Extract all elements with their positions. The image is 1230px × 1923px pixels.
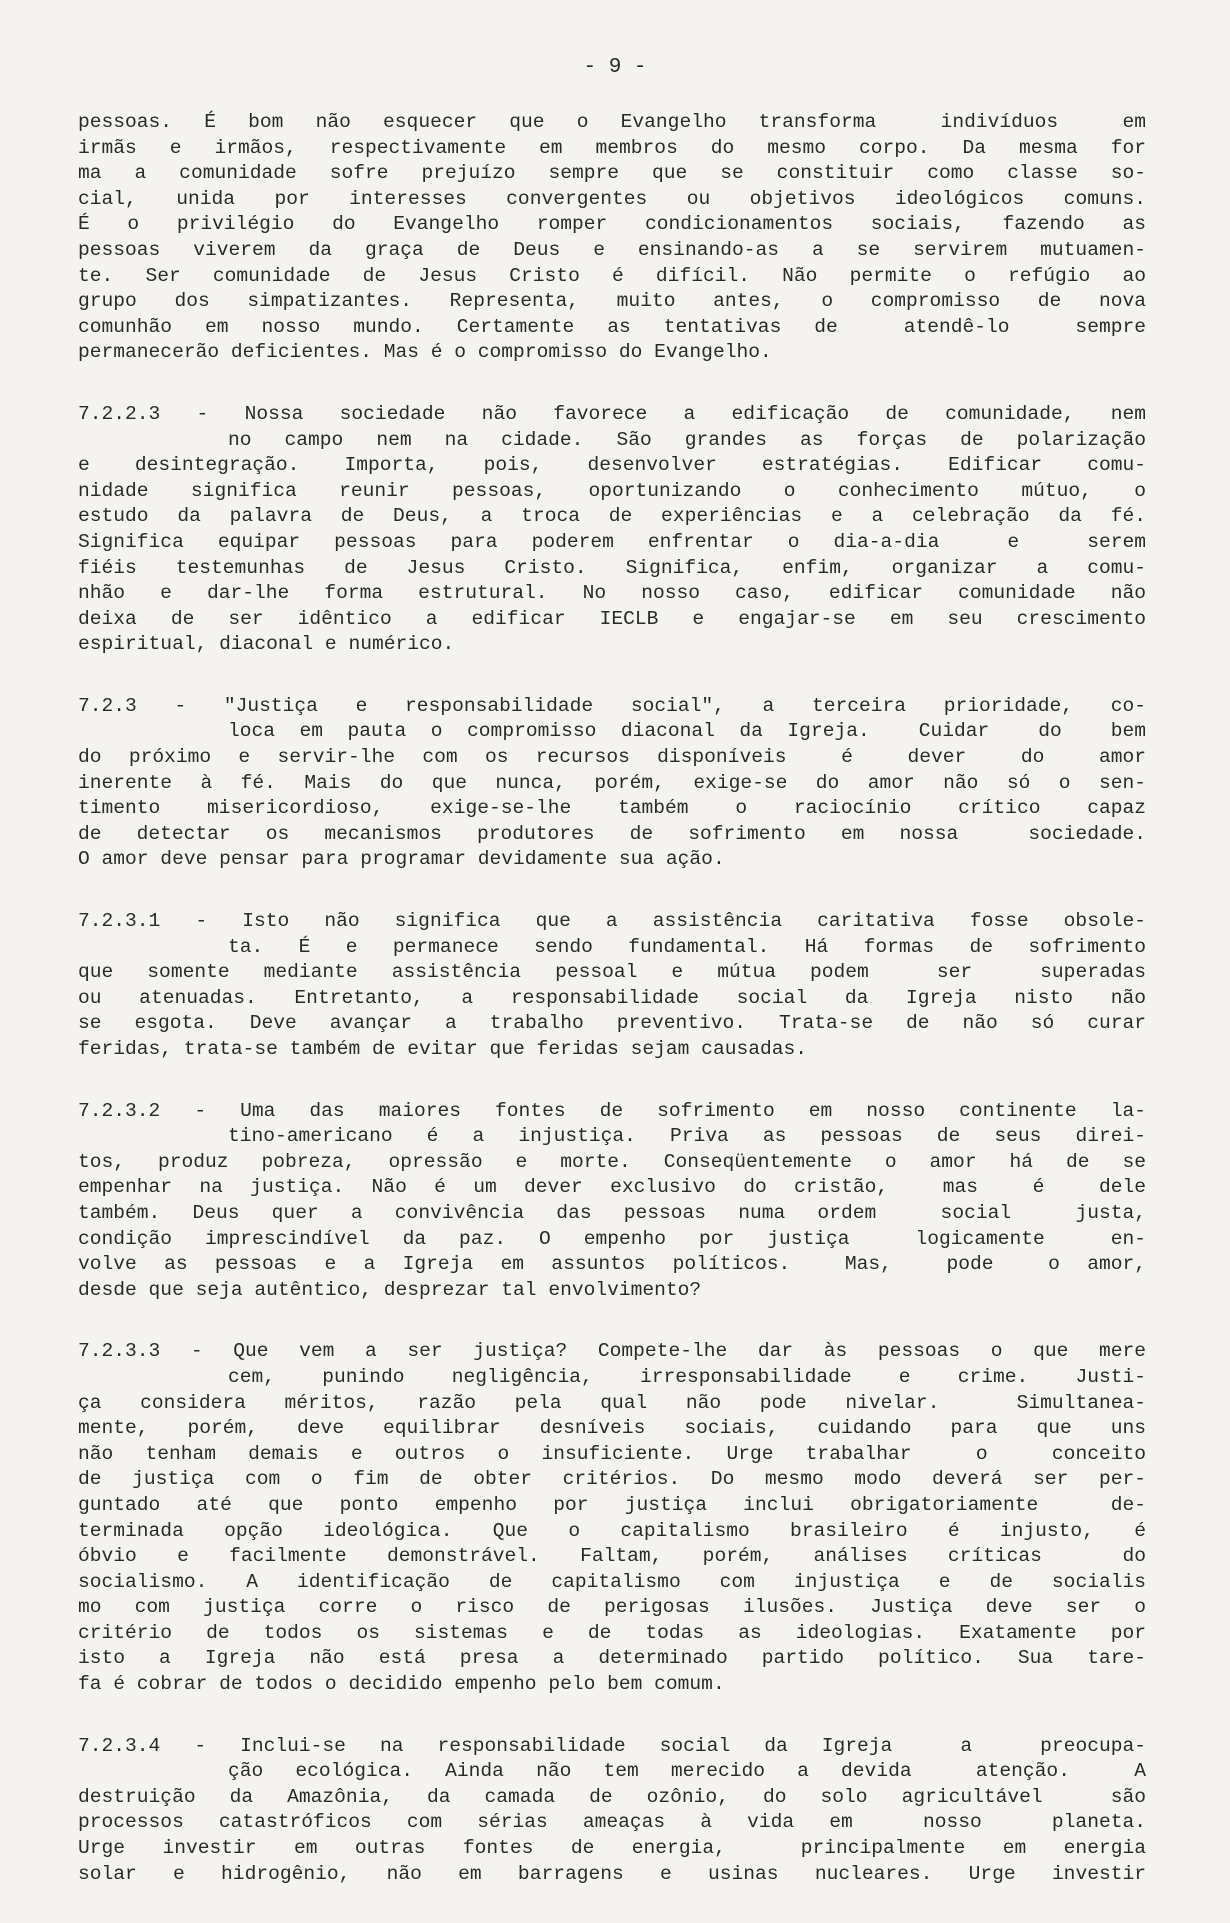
text-line: destruição da Amazônia, da camada de ozônio, do solo agricultável são	[78, 1785, 1146, 1808]
paragraph-7-2-2-3	[78, 402, 1146, 658]
text-line: tos, produz pobreza, opressão e morte. Conseqüentemente o amor há de se	[78, 1150, 1146, 1173]
text-line: cial, unida por interesses convergentes ou objetivos ideológicos comuns.	[78, 187, 1146, 210]
text-line: volve as pessoas e a Igreja em assuntos políticos. Mas, pode o amor,	[78, 1253, 1146, 1276]
section-heading-line: 7.2.3.4 - Inclui-se na responsabilidade social da Igreja a preocupa-	[78, 1734, 1146, 1757]
document-body	[78, 110, 1146, 1923]
section-heading-line: 7.2.3 - "Justiça e responsabilidade social", a terceira prioridade, co-	[78, 694, 1146, 717]
text-line: ou atenuadas. Entretanto, a responsabilidade social da Igreja nisto não	[78, 986, 1146, 1009]
text-line: ta. É e permanece sendo fundamental. Há formas de sofrimento	[228, 935, 1146, 958]
text-line: ção ecológica. Ainda não tem merecido a devida atenção. A	[228, 1760, 1146, 1783]
text-line: ma a comunidade sofre prejuízo sempre que se constituir como classe so-	[78, 162, 1146, 185]
text-line: nidade significa reunir pessoas, oportunizando o conhecimento mútuo, o	[78, 479, 1146, 502]
text-line: de justiça com o fim de obter critérios. Do mesmo modo deverá ser per-	[78, 1468, 1146, 1491]
text-line: Urge investir em outras fontes de energia, principalmente em energia	[78, 1837, 1146, 1860]
text-line: se esgota. Deve avançar a trabalho preventivo. Trata-se de não só curar	[78, 1012, 1146, 1035]
text-line: timento misericordioso, exige-se-lhe também o raciocínio crítico capaz	[78, 797, 1146, 820]
paragraph-intro	[78, 110, 1146, 366]
paragraph-7-2-3-2	[78, 1099, 1146, 1304]
section-heading-line: 7.2.3.2 - Uma das maiores fontes de sofrimento em nosso continente la-	[78, 1099, 1146, 1122]
text-line: nhão e dar-lhe forma estrutural. No nosso caso, edificar comunidade não	[78, 582, 1146, 605]
text-line: de detectar os mecanismos produtores de sofrimento em nossa sociedade.	[78, 822, 1146, 845]
section-heading-line: 7.2.2.3 - Nossa sociedade não favorece a edificação de comunidade, nem	[78, 402, 1146, 425]
section-heading-line: 7.2.3.1 - Isto não significa que a assistência caritativa fosse obsole-	[78, 910, 1146, 933]
text-line: mente, porém, deve equilibrar desníveis sociais, cuidando para que uns	[78, 1417, 1146, 1440]
text-line: espiritual, diaconal e numérico.	[78, 633, 455, 656]
text-line: inerente à fé. Mais do que nunca, porém, exige-se do amor não só o sen-	[78, 771, 1146, 794]
text-line: cem, punindo negligência, irresponsabilidade e crime. Justi-	[228, 1365, 1146, 1388]
text-line: grupo dos simpatizantes. Representa, muito antes, o compromisso de nova	[78, 290, 1146, 313]
text-line: É o privilégio do Evangelho romper condicionamentos sociais, fazendo as	[78, 213, 1146, 236]
page-number: - 9 -	[583, 56, 647, 79]
text-line: tino-americano é a injustiça. Priva as pessoas de seus direi-	[228, 1125, 1146, 1148]
paragraph-7-2-3-4	[78, 1734, 1146, 1888]
text-line: isto a Igreja não está presa a determinado partido político. Sua tare-	[78, 1647, 1146, 1670]
text-line: também. Deus quer a convivência das pessoas numa ordem social justa,	[78, 1201, 1146, 1224]
text-line: socialismo. A identificação de capitalismo com injustiça e de socialis	[78, 1570, 1146, 1593]
text-line: no campo nem na cidade. São grandes as forças de polarização	[228, 428, 1146, 451]
text-line: pessoas viverem da graça de Deus e ensinando-as a se servirem mutuamen-	[78, 238, 1146, 261]
text-line: fiéis testemunhas de Jesus Cristo. Significa, enfim, organizar a comu-	[78, 556, 1146, 579]
text-line: solar e hidrogênio, não em barragens e usinas nucleares. Urge investir	[78, 1862, 1146, 1885]
text-line: empenhar na justiça. Não é um dever exclusivo do cristão, mas é dele	[78, 1176, 1146, 1199]
text-line: Significa equipar pessoas para poderem enfrentar o dia-a-dia e serem	[78, 530, 1146, 553]
text-line: loca em pauta o compromisso diaconal da Igreja. Cuidar do bem	[228, 720, 1146, 743]
text-line: te. Ser comunidade de Jesus Cristo é difícil. Não permite o refúgio ao	[78, 264, 1146, 287]
paragraph-7-2-3	[78, 694, 1146, 873]
text-line: processos catastróficos com sérias ameaças à vida em nosso planeta.	[78, 1811, 1146, 1834]
text-line: fa é cobrar de todos o decidido empenho pelo bem comum.	[78, 1673, 725, 1696]
text-line: pessoas. É bom não esquecer que o Evangelho transforma indivíduos em	[78, 111, 1146, 133]
text-line: óbvio e facilmente demonstrável. Faltam, porém, análises críticas do	[78, 1545, 1146, 1568]
text-line: guntado até que ponto empenho por justiça inclui obrigatoriamente de-	[78, 1493, 1146, 1516]
text-line: não tenham demais e outros o insuficiente. Urge trabalhar o conceito	[78, 1442, 1146, 1465]
text-line: ça considera méritos, razão pela qual não pode nivelar. Simultanea-	[78, 1391, 1146, 1414]
text-line: comunhão em nosso mundo. Certamente as tentativas de atendê-lo sempre	[78, 315, 1146, 338]
text-line: feridas, trata-se também de evitar que feridas sejam causadas.	[78, 1038, 808, 1060]
text-line: deixa de ser idêntico a edificar IECLB e engajar-se em seu crescimento	[78, 607, 1146, 630]
text-line: desde que seja autêntico, desprezar tal envolvimento?	[78, 1278, 702, 1301]
section-heading-line: 7.2.3.3 - Que vem a ser justiça? Compete-lhe dar às pessoas o que mere	[78, 1340, 1146, 1363]
paragraph-7-2-3-3	[78, 1339, 1146, 1697]
paragraph-7-2-3-1	[78, 909, 1146, 1063]
text-line: irmãs e irmãos, respectivamente em membros do mesmo corpo. Da mesma for	[78, 136, 1146, 159]
text-line: permanecerão deficientes. Mas é o compromisso do Evangelho.	[78, 341, 772, 364]
text-line: do próximo e servir-lhe com os recursos disponíveis é dever do amor	[78, 746, 1146, 769]
text-line: critério de todos os sistemas e de todas as ideologias. Exatamente por	[78, 1621, 1146, 1644]
text-line: que somente mediante assistência pessoal e mútua podem ser superadas	[78, 961, 1146, 984]
text-line: mo com justiça corre o risco de perigosas ilusões. Justiça deve ser o	[78, 1596, 1146, 1619]
text-line: O amor deve pensar para programar devidamente sua ação.	[78, 848, 725, 871]
text-line: condição imprescindível da paz. O empenho por justiça logicamente en-	[78, 1227, 1146, 1250]
text-line: estudo da palavra de Deus, a troca de experiências e a celebração da fé.	[78, 505, 1146, 528]
text-line: e desintegração. Importa, pois, desenvolver estratégias. Edificar comu-	[78, 454, 1146, 477]
text-line: terminada opção ideológica. Que o capitalismo brasileiro é injusto, é	[78, 1519, 1146, 1542]
